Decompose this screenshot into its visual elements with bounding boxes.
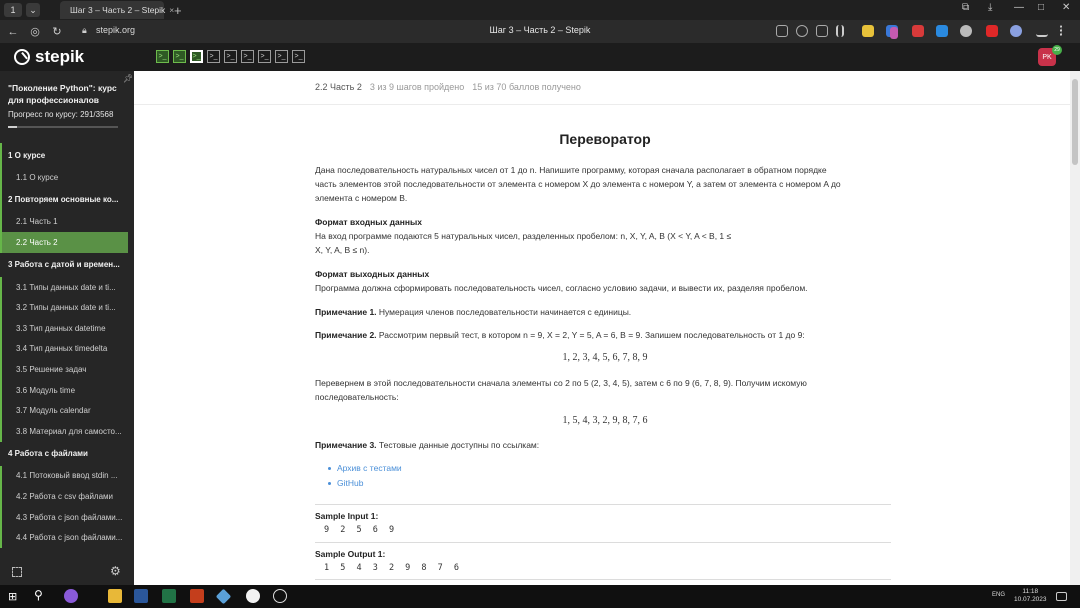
sequence-result: 1, 5, 4, 3, 2, 9, 8, 7, 6 [562, 415, 648, 426]
note-3-label: Примечание 3. [315, 440, 377, 450]
app-icon[interactable] [216, 589, 232, 605]
excel-icon[interactable] [162, 589, 176, 603]
menu-icon[interactable] [1060, 25, 1064, 37]
share-icon[interactable] [816, 25, 828, 37]
url-field[interactable]: stepik.org [96, 25, 136, 35]
sidebar-lesson[interactable]: 4.4 Работа с json файлами... [0, 527, 134, 548]
maximize-icon[interactable]: □ [1038, 2, 1045, 13]
breadcrumb [315, 82, 581, 92]
minimize-icon[interactable]: — [1014, 2, 1024, 13]
profile-icon[interactable] [1010, 25, 1022, 37]
step-2-button[interactable]: >_ [173, 50, 186, 63]
powerpoint-icon[interactable] [190, 589, 204, 603]
course-progress-label: Прогресс по курсу: 291/3568 [8, 110, 114, 119]
notification-count: 29 [1054, 47, 1060, 53]
course-progress-bar [8, 126, 118, 128]
sidebar-lesson[interactable]: 3.4 Тип данных timedelta [0, 339, 134, 360]
step-content-area [134, 71, 1070, 585]
sample-input-value: 9 2 5 6 9 [324, 525, 398, 535]
sidebar-lesson[interactable]: 3.1 Типы данных date и ti... [0, 277, 134, 298]
sidebar-lesson[interactable]: 3.5 Решение задач [0, 359, 134, 380]
sample-input-label: Sample Input 1: [315, 511, 379, 521]
page-title-center: Шаг 3 – Часть 2 – Stepik [489, 25, 591, 35]
download-arrow-icon[interactable] [1036, 25, 1048, 37]
page-title: Переворатор [559, 131, 651, 147]
note-2-label: Примечание 2. [315, 330, 377, 340]
shield-icon[interactable]: ◎ [30, 26, 40, 38]
sample-output-value: 1 5 4 3 2 9 8 7 6 [324, 563, 462, 573]
step-6-button[interactable]: >_ [241, 50, 254, 63]
input-format-line-1: На вход программе подаются 5 натуральных чисел, разделенных пробелом: n, X, Y, A, B (X < Y, A < B, 1 ≤ [315, 231, 732, 241]
reverse-line-1: Перевернем в этой последовательности сначала элементы со 2 по 5 (2, 3, 4, 5), затем с 6 по 9 (6, 7, 8, 9). Получим искомую [315, 378, 807, 388]
step-5-button[interactable]: >_ [224, 50, 237, 63]
input-language[interactable]: ENG [992, 592, 1006, 598]
sidebar-lesson[interactable]: 3.7 Модуль calendar [0, 400, 134, 421]
intro-line-1: Дана последовательность натуральных чисел от 1 до n. Напишите программу, которая сначала располагает в обратном порядке [315, 165, 827, 175]
bullet-icon [328, 467, 331, 470]
sidebar-lesson[interactable]: 3.2 Типы данных date и ti... [0, 297, 134, 318]
sidebar-lesson[interactable]: 2.1 Часть 1 [0, 212, 134, 233]
extension-play-icon[interactable] [936, 25, 948, 37]
output-format-text: Программа должна сформировать последовательность чисел, согласно условию задачи, и вывести их, разделяя пробелом. [315, 283, 808, 293]
tab-counter-button[interactable] [4, 3, 22, 17]
sidebar-lesson[interactable]: 3.6 Модуль time [0, 380, 134, 401]
os-taskbar [0, 585, 1080, 608]
sidebar-section[interactable]: 4 Работа с файлами [8, 449, 88, 459]
step-8-button[interactable]: >_ [275, 50, 288, 63]
downloads-icon[interactable]: ⤓ [988, 2, 993, 13]
extension-pink-icon[interactable] [890, 27, 898, 39]
extension-coin-icon[interactable] [862, 25, 874, 37]
lock-icon: 🔒︎ [82, 25, 87, 35]
input-format-line-2: X, Y, A, B ≤ n). [315, 245, 370, 255]
step-3-button[interactable]: >_ [190, 50, 203, 63]
reverse-line-2: последовательность: [315, 392, 399, 402]
sidebar-lesson[interactable]: 4.3 Работа с json файлами... [0, 507, 134, 528]
divider [315, 504, 891, 505]
word-icon[interactable] [134, 589, 148, 603]
scrollbar-thumb[interactable] [1072, 79, 1078, 165]
step-1-button[interactable]: >_ [156, 50, 169, 63]
yandex-browser-icon[interactable] [246, 589, 260, 603]
note-1-text: Нумерация членов последовательности начинается с единицы. [376, 307, 632, 317]
notifications-icon[interactable] [1056, 592, 1067, 601]
note-3-text: Тестовые данные доступны по ссылкам: [376, 440, 540, 450]
logo-text: stepik [35, 47, 85, 66]
collections-icon[interactable]: ⧉ [962, 2, 970, 13]
sidebar-lesson[interactable]: 1.1 О курсе [0, 167, 134, 188]
step-navigation [156, 50, 305, 63]
browser-tab-strip [0, 0, 1080, 20]
gear-icon[interactable]: ⚙ [110, 564, 121, 578]
search-icon[interactable]: ⚲ [34, 588, 43, 602]
sample-output-label: Sample Output 1: [315, 549, 386, 559]
tab-counter: 1 [10, 5, 16, 15]
note-3 [315, 438, 895, 452]
sidebar-lesson[interactable]: 3.8 Материал для самосто... [0, 421, 134, 442]
new-tab-button[interactable]: + [174, 2, 182, 18]
course-title[interactable]: "Поколение Python": курс для профессионалов [8, 83, 117, 105]
windows-start-icon[interactable]: ⊞ [8, 591, 18, 603]
stepik-logo-icon [14, 49, 30, 65]
intro-line-2: часть элементов этой последовательности от элемента с номером X до элемента с номером Y, а затем от элемента с номером A до [315, 179, 841, 189]
intro-paragraph [315, 163, 895, 205]
reverse-paragraph [315, 376, 895, 404]
sidebar-lesson[interactable]: 4.1 Потоковый ввод stdin ... [0, 466, 134, 487]
close-window-icon[interactable]: ✕ [1062, 2, 1071, 13]
stepik-logo[interactable] [14, 47, 84, 67]
avatar-initials: PK [1042, 53, 1052, 61]
sidebar-lesson[interactable]: 3.3 Тип данных datetime [0, 318, 134, 339]
intro-line-3: элемента с номером B. [315, 193, 408, 203]
assistant-icon[interactable] [64, 589, 78, 603]
note-1-label: Примечание 1. [315, 307, 377, 317]
sidebar-section[interactable]: 1 О курсе [0, 143, 134, 167]
clock-date: 10.07.2023 [1014, 596, 1047, 603]
divider [315, 542, 891, 543]
input-format-section [315, 215, 895, 257]
divider [134, 104, 1070, 105]
address-bar-row [0, 20, 1080, 43]
sequence-original: 1, 2, 3, 4, 5, 6, 7, 8, 9 [562, 352, 648, 363]
extensions-grid-icon[interactable] [776, 25, 788, 37]
sidebar-section[interactable]: 3 Работа с датой и времен... [8, 260, 120, 270]
browser-tab[interactable] [60, 1, 175, 19]
tab-title: Шаг 3 – Часть 2 – Stepik [70, 5, 166, 15]
globe-icon[interactable] [960, 25, 972, 37]
sidebar-lesson[interactable]: 4.2 Работа с csv файлами [0, 486, 134, 507]
bookmark-icon[interactable] [836, 25, 844, 37]
note-2-text: Рассмотрим первый тест, в котором n = 9, X = 2, Y = 5, A = 6, B = 9. Запишем последовательность от 1 до 9: [376, 330, 805, 340]
clock-app-icon[interactable] [273, 589, 287, 603]
course-sidebar [0, 71, 134, 585]
divider [315, 579, 891, 580]
steps-progress: 3 из 9 шагов пройдено [369, 82, 465, 92]
table-of-contents [0, 143, 134, 558]
clock-time: 11:18 [1022, 588, 1039, 595]
step-9-button[interactable]: >_ [292, 50, 305, 63]
note-2 [315, 328, 895, 342]
step-7-button[interactable]: >_ [258, 50, 271, 63]
note-1 [315, 305, 895, 319]
back-icon[interactable]: ← [7, 25, 19, 38]
lesson-crumb[interactable]: 2.2 Часть 2 [315, 82, 362, 92]
fullscreen-icon[interactable] [12, 567, 22, 577]
close-tab-icon[interactable]: × [169, 5, 175, 15]
sidebar-lesson[interactable]: 2.2 Часть 2 [0, 232, 128, 253]
adblock-icon[interactable] [912, 25, 924, 37]
page-scrollbar[interactable] [1070, 71, 1080, 585]
score-progress: 15 из 70 баллов получено [472, 82, 581, 92]
output-format-title: Формат выходных данных [315, 269, 430, 279]
notification-badge[interactable] [1052, 45, 1062, 55]
output-format-section [315, 267, 895, 295]
stepik-header [0, 43, 1080, 71]
course-progress-fill [8, 126, 17, 128]
file-explorer-icon[interactable] [108, 589, 122, 603]
bullet-icon [328, 482, 331, 485]
tabs-menu-button[interactable]: ⌄ [26, 3, 40, 17]
pin-icon[interactable]: 📌︎ [123, 74, 134, 83]
reload-icon[interactable]: ↻ [52, 26, 62, 38]
tests-archive-link[interactable]: Архив с тестами [337, 463, 402, 473]
sidebar-footer [0, 561, 134, 585]
github-link[interactable]: GitHub [337, 478, 364, 488]
youtube-icon[interactable] [986, 25, 998, 37]
input-format-title: Формат входных данных [315, 217, 423, 227]
system-clock[interactable] [1014, 588, 1047, 604]
sidebar-section[interactable]: 2 Повторяем основные ко... [0, 188, 134, 212]
headphones-icon[interactable] [796, 25, 808, 37]
step-4-button[interactable]: >_ [207, 50, 220, 63]
